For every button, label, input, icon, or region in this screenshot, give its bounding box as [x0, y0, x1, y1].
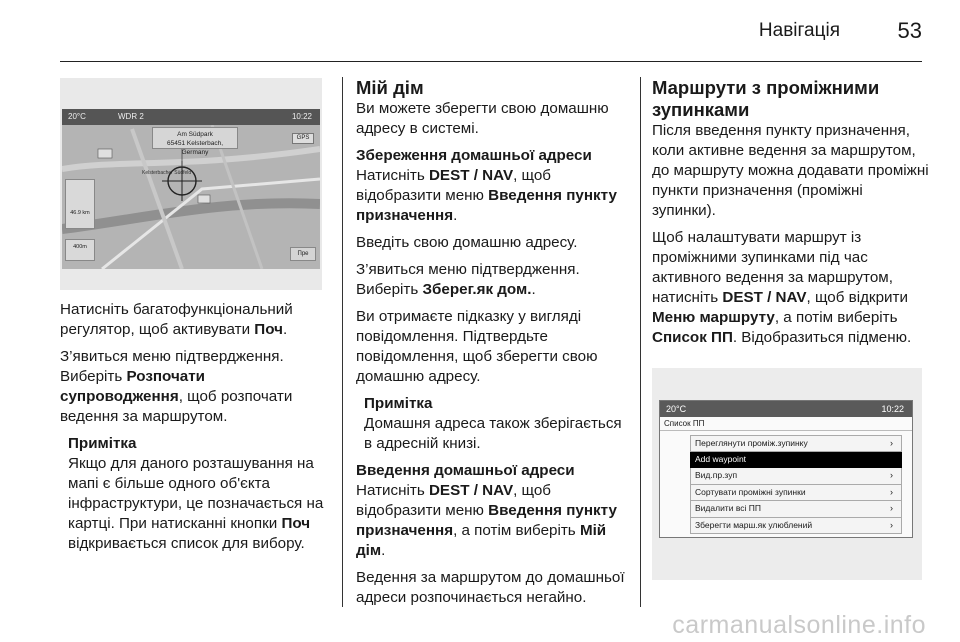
column-divider	[342, 77, 343, 607]
chevron-right-icon: ›	[890, 438, 893, 448]
menu-item[interactable]: Вид.пр.зуп ›	[690, 468, 902, 485]
chevron-right-icon: ›	[890, 503, 893, 513]
paragraph: Натисніть DEST / NAV, щоб відобразити меню Введення пункту призначення.	[356, 167, 617, 224]
chevron-right-icon: ›	[890, 470, 893, 480]
section-heading: Маршрути з проміжними зупинками	[652, 77, 880, 120]
note	[60, 434, 330, 554]
paragraph: Натисніть багатофункціональний регулятор, щоб активувати Поч.	[60, 301, 293, 338]
page-number: 53	[897, 18, 922, 43]
paragraph: Ви можете зберегти свою домашню адресу в системі.	[356, 100, 609, 137]
waypoint-menu	[690, 435, 902, 534]
note-title: Примітка	[68, 435, 137, 452]
chevron-right-icon: ›	[890, 519, 893, 530]
address-box	[152, 127, 238, 156]
menu-title: Список ПП	[660, 417, 912, 431]
map-left-panel	[65, 179, 95, 229]
radio-station: WDR 2	[118, 112, 144, 121]
paragraph: Після введення пункту призначення, коли активне ведення за маршрутом, до маршруту можна додавати проміжні пункти призначення (проміжні зупинки).	[652, 122, 929, 219]
scale-box	[65, 239, 95, 261]
chevron-right-icon: ›	[890, 486, 893, 497]
menu-display	[659, 400, 913, 538]
temperature: 20°C	[666, 404, 687, 414]
menu-screenshot	[652, 368, 922, 580]
column-2	[356, 77, 630, 615]
map-display	[62, 109, 320, 269]
prev-button: Пре	[290, 247, 316, 261]
paragraph: Ви отримаєте підказку у вигляді повідомлення. Підтвердьте повідомлення, щоб зберегти свою домашню адресу.	[356, 308, 598, 385]
paragraph: Щоб налаштувати маршрут із проміжними зупинками під час активного ведення за маршрутом, натисніть DEST / NAV, щоб відкрити Меню маршруту, а потім виберіть Список ПП. Відобразиться підменю.	[652, 229, 912, 346]
column-divider	[640, 77, 641, 607]
paragraph: З’явиться меню підтвердження. Виберіть Розпочати супроводження, щоб розпочати ведення за маршрутом.	[60, 348, 293, 425]
gps-indicator: GPS	[292, 133, 314, 144]
menu-item[interactable]: Сортувати проміжні зупинки ›	[690, 485, 902, 502]
note-text: Домашня адреса також зберігається в адресній книзі.	[364, 415, 622, 452]
menu-item[interactable]: Видалити всі ПП ›	[690, 501, 902, 518]
distance-readout: 46.9 km	[70, 210, 90, 216]
page-header	[60, 0, 922, 62]
note	[356, 394, 630, 454]
clock: 10:22	[881, 404, 904, 414]
column-3	[652, 77, 930, 355]
section-title: Навігація	[758, 20, 840, 41]
address-line-2: 65451 Kelsterbach, Germany	[166, 140, 223, 156]
paragraph: Ведення за маршрутом до домашньої адреси розпочинається негайно.	[356, 569, 625, 606]
map-screenshot	[60, 78, 322, 290]
clock: 10:22	[291, 112, 312, 121]
column-1	[60, 300, 330, 561]
note-title: Примітка	[364, 395, 433, 412]
scale-readout: 400m	[73, 244, 87, 250]
map-status-bar	[62, 109, 320, 125]
menu-item[interactable]: Переглянути проміж.зупинку ›	[690, 435, 902, 452]
menu-item-selected[interactable]: Add waypoint	[690, 452, 902, 469]
menu-item[interactable]: Зберегти марш.як улюблений ›	[690, 518, 902, 535]
svg-text:Kelsterbacher Südfeld: Kelsterbacher Südfeld	[142, 170, 192, 176]
temperature: 20°C	[68, 112, 86, 121]
address-line-1: Am Südpark	[177, 131, 213, 138]
menu-status-bar	[660, 401, 912, 417]
section-heading: Мій дім	[356, 77, 424, 98]
paragraph: Введіть свою домашню адресу.	[356, 234, 578, 251]
subheading: Збереження домашньої адреси	[356, 147, 592, 164]
note-text: Якщо для даного розташування на мапі є більше одного об'єкта інфраструктури, це позначається на картці. При натисканні кнопки Поч відкривається список для вибору.	[68, 455, 324, 552]
subheading: Введення домашньої адреси	[356, 462, 575, 479]
watermark: carmanualsonline.info	[672, 611, 926, 639]
paragraph: З’явиться меню підтвердження. Виберіть Зберег.як дом..	[356, 261, 580, 298]
paragraph: Натисніть DEST / NAV, щоб відобразити меню Введення пункту призначення, а потім виберіть Мій дім.	[356, 482, 617, 559]
